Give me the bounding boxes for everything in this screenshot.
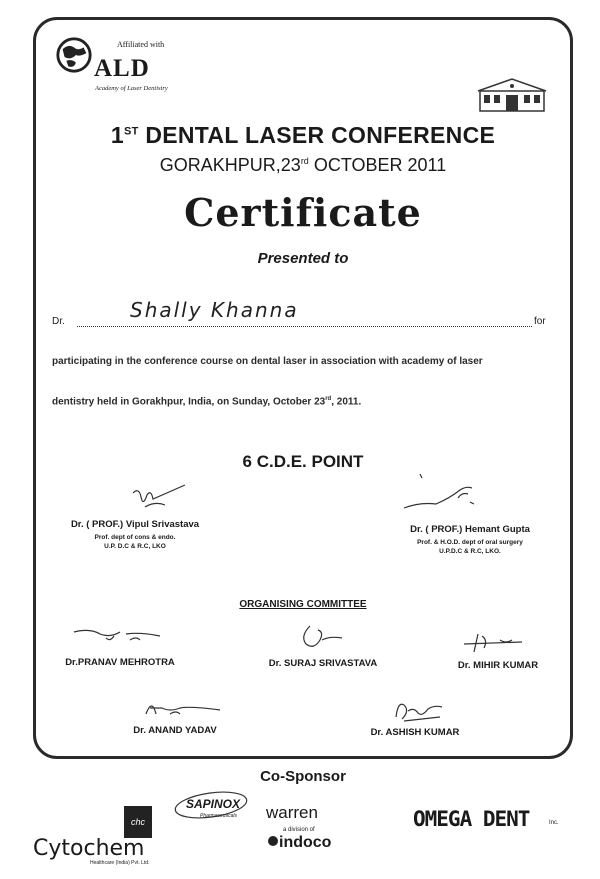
organising-committee-heading: ORGANISING COMMITTEE bbox=[239, 599, 367, 610]
ald-logo-text: ALD bbox=[94, 55, 150, 82]
cytochem-logo: Cytochem bbox=[33, 836, 145, 861]
for-label: for bbox=[534, 316, 546, 327]
chc-logo: chc bbox=[124, 806, 152, 838]
omega-dent-logo: OMEGA DENT bbox=[413, 807, 530, 831]
signature-ashish bbox=[390, 697, 445, 725]
signatory-right-org: U.P.D.C & R.C, LKO. bbox=[439, 548, 501, 555]
presented-to-label: Presented to bbox=[257, 250, 349, 267]
committee-member-4: Dr. ANAND YADAV bbox=[133, 725, 217, 736]
cytochem-subtitle: Healthcare (India) Pvt. Ltd. bbox=[90, 860, 150, 866]
signature-vipul bbox=[125, 483, 195, 519]
recipient-dotted-line bbox=[77, 326, 532, 327]
signatory-right-dept: Prof. & H.O.D. dept of oral surgery bbox=[417, 539, 523, 546]
conference-title: 1ST DENTAL LASER CONFERENCE bbox=[110, 122, 496, 148]
conference-place-date: GORAKHPUR,23rd OCTOBER 2011 bbox=[159, 155, 447, 175]
signature-hemant bbox=[400, 468, 480, 518]
affiliated-label: Affiliated with bbox=[117, 40, 165, 49]
recipient-name: Shally Khanna bbox=[130, 298, 299, 322]
co-sponsor-heading: Co-Sponsor bbox=[260, 768, 346, 785]
indoco-dot-icon bbox=[268, 836, 278, 846]
ald-subtitle: Academy of Laser Dentistry bbox=[95, 85, 168, 92]
signatory-left bbox=[50, 519, 220, 551]
signature-anand bbox=[140, 694, 225, 722]
globe-logo-icon bbox=[55, 36, 93, 74]
signatory-right-name: Dr. ( PROF.) Hemant Gupta bbox=[410, 524, 530, 535]
signature-mihir bbox=[460, 630, 525, 656]
committee-member-3: Dr. MIHIR KUMAR bbox=[457, 660, 539, 671]
omega-dent-suffix: Inc. bbox=[549, 820, 559, 826]
certificate-heading: Certificate bbox=[184, 190, 422, 235]
signatory-left-org: U.P. D.C & R.C, LKO bbox=[104, 543, 166, 550]
committee-member-5: Dr. ASHISH KUMAR bbox=[370, 727, 460, 738]
warren-logo: warren bbox=[266, 803, 318, 822]
sapinox-subtitle: Pharmaceuticals bbox=[200, 813, 237, 819]
indoco-logo: indoco bbox=[279, 834, 332, 851]
signature-suraj bbox=[296, 622, 346, 656]
sapinox-logo: SAPINOX bbox=[186, 797, 241, 811]
warren-subtitle: a division of bbox=[283, 827, 315, 833]
signature-pranav bbox=[70, 624, 165, 648]
building-logo-icon bbox=[474, 73, 550, 113]
signatory-left-dept: Prof. dept of cons & endo. bbox=[94, 534, 176, 541]
committee-member-2: Dr. SURAJ SRIVASTAVA bbox=[268, 658, 378, 669]
signatory-left-name: Dr. ( PROF.) Vipul Srivastava bbox=[70, 519, 200, 530]
committee-member-1: Dr.PRANAV MEHROTRA bbox=[65, 657, 175, 668]
signatory-right bbox=[385, 524, 555, 556]
cde-points: 6 C.D.E. POINT bbox=[242, 452, 364, 471]
dr-prefix: Dr. bbox=[52, 316, 65, 327]
certificate-body-line-2: dentistry held in Gorakhpur, India, on Sunday, October 23rd, 2011. bbox=[52, 396, 362, 408]
certificate-body-line-1: participating in the conference course on dental laser in association with academy of laser bbox=[52, 356, 483, 367]
